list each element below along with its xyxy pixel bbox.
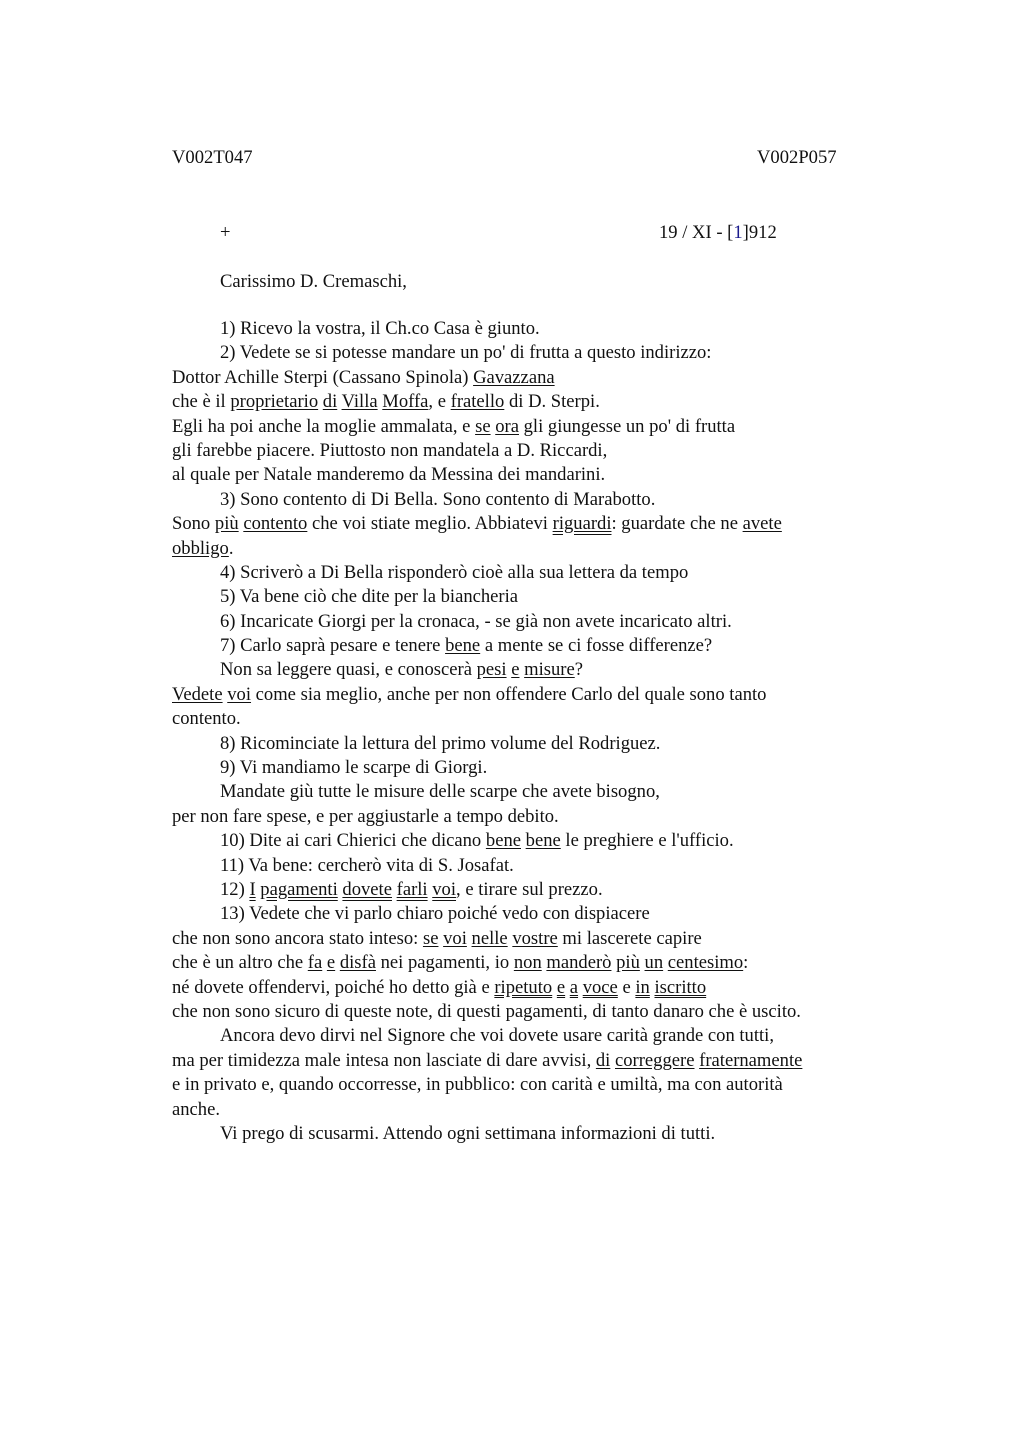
- letter-line: [172, 976, 892, 1000]
- underlined-text: pesi: [476, 659, 507, 681]
- letter-line: [172, 1122, 892, 1146]
- letter-line: [172, 756, 892, 780]
- line-text: che è il: [172, 391, 231, 413]
- underlined-text: fratello: [450, 391, 505, 413]
- letter-line: [172, 1024, 892, 1048]
- underlined-text: I: [249, 878, 256, 900]
- line-text: Vi prego di scusarmi. Attendo ogni settimana informazioni di tutti.: [220, 1122, 716, 1144]
- underlined-text: ripetuto: [494, 976, 553, 998]
- letter-line: [172, 634, 892, 658]
- underlined-text: misure: [524, 659, 575, 681]
- letter-body: [172, 317, 892, 1146]
- underlined-text: bene: [525, 830, 561, 852]
- line-text: al quale per Natale manderemo da Messina dei mandarini.: [172, 464, 606, 486]
- underlined-text: di: [595, 1049, 611, 1071]
- underlined-text: non: [513, 952, 542, 974]
- line-text: 7) Carlo saprà pesare e tenere: [220, 635, 446, 657]
- line-text: , e tirare sul prezzo.: [456, 878, 603, 900]
- underlined-text: e: [326, 952, 336, 974]
- line-text: 5) Va bene ciò che dite per la biancheria: [220, 586, 519, 608]
- line-text: mi lascerete capire: [557, 927, 702, 949]
- line-text: 12): [220, 878, 250, 900]
- line-text: né dovete offendervi, poiché ho detto già e: [172, 976, 495, 998]
- underlined-text: fa: [307, 952, 323, 974]
- line-text: Mandate giù tutte le misure delle scarpe che avete bisogno,: [220, 781, 660, 803]
- letter-line: [172, 585, 892, 609]
- underlined-text: Vedete: [172, 683, 223, 705]
- letter-line: [172, 610, 892, 634]
- header-left-code: V002T047: [172, 147, 253, 168]
- underlined-text: voi: [227, 683, 252, 705]
- letter-line: [172, 854, 892, 878]
- underlined-text: Villa: [341, 391, 378, 413]
- line-text: per non fare spese, e per aggiustarle a tempo debito.: [172, 805, 559, 827]
- letter-line: [172, 341, 892, 365]
- underlined-text: riguardi: [552, 513, 612, 535]
- line-text: :: [743, 952, 749, 974]
- line-text: che voi stiate meglio. Abbiatevi: [307, 513, 553, 535]
- underlined-text: bene: [485, 830, 521, 852]
- underlined-text: iscritto: [654, 976, 707, 998]
- underlined-text: bene: [445, 635, 481, 657]
- underlined-text: e: [511, 659, 520, 681]
- letter-line: [172, 439, 892, 463]
- line-text: 4) Scriverò a Di Bella risponderò cioè alla sua lettera da tempo: [220, 561, 689, 583]
- letter-line: [172, 878, 892, 902]
- underlined-text: correggere: [615, 1049, 695, 1071]
- line-text: di D. Sterpi.: [504, 391, 600, 413]
- underlined-text: voce: [582, 976, 618, 998]
- letter-line: [172, 683, 892, 707]
- line-text: 8) Ricominciate la lettura del primo volume del Rodriguez.: [220, 732, 661, 754]
- underlined-text: fraternamente: [699, 1049, 803, 1071]
- line-text: : guardate che ne: [611, 513, 743, 535]
- underlined-text: centesimo: [667, 952, 744, 974]
- line-text: 9) Vi mandiamo le scarpe di Giorgi.: [220, 757, 488, 779]
- line-text: 3) Sono contento di Di Bella. Sono contento di Marabotto.: [220, 488, 656, 510]
- line-text: gli giungesse un po' di frutta: [518, 415, 736, 437]
- line-text: Non sa leggere quasi, e conoscerà: [220, 659, 477, 681]
- line-text: le preghiere e l'ufficio.: [560, 830, 734, 852]
- underlined-text: ora: [495, 415, 519, 437]
- underlined-text: se: [422, 927, 439, 949]
- cross-mark: +: [220, 222, 231, 243]
- line-text: e in privato e, quando occorresse, in pubblico: con carità e umiltà, ma con autorità: [172, 1074, 783, 1096]
- underlined-text: farli: [396, 878, 428, 900]
- underlined-text: più: [214, 513, 239, 535]
- letter-line: [172, 707, 892, 731]
- line-text: 13) Vedete che vi parlo chiaro poiché vedo con dispiacere: [220, 903, 650, 925]
- line-text: 10) Dite ai cari Chierici che dicano: [220, 830, 486, 852]
- line-text: , e: [428, 391, 451, 413]
- line-text: a mente se ci fosse differenze?: [480, 635, 713, 657]
- line-text: 2) Vedete se si potesse mandare un po' di frutta a questo indirizzo:: [220, 342, 712, 364]
- underlined-text: dovete: [342, 878, 392, 900]
- line-text: nei pagamenti, io: [375, 952, 514, 974]
- letter-line: [172, 463, 892, 487]
- line-text: 11) Va bene: cercherò vita di S. Josafat.: [220, 854, 514, 876]
- underlined-text: obbligo: [172, 537, 229, 559]
- underlined-text: avete: [742, 513, 782, 535]
- line-text: gli farebbe piacere. Piuttosto non mandatela a D. Riccardi,: [172, 439, 608, 461]
- underlined-text: Moffa: [382, 391, 429, 413]
- letter-line: [172, 1049, 892, 1073]
- date-prefix: 19 / XI - [: [659, 222, 734, 243]
- line-text: Dottor Achille Sterpi (Cassano Spinola): [172, 366, 474, 388]
- letter-line: [172, 488, 892, 512]
- line-text: ?: [574, 659, 583, 681]
- underlined-text: disfà: [339, 952, 376, 974]
- underlined-text: e: [556, 976, 566, 998]
- line-text: Sono: [172, 513, 215, 535]
- letter-line: [172, 732, 892, 756]
- line-text: Egli ha poi anche la moglie ammalata, e: [172, 415, 476, 437]
- line-text: Ancora devo dirvi nel Signore che voi dovete usare carità grande con tutti,: [220, 1025, 774, 1047]
- underlined-text: manderò: [546, 952, 612, 974]
- letter-line: [172, 805, 892, 829]
- letter-line: [172, 415, 892, 439]
- salutation: Carissimo D. Cremaschi,: [220, 271, 407, 292]
- underlined-text: Gavazzana: [473, 366, 555, 388]
- line-text: che non sono ancora stato inteso:: [172, 927, 423, 949]
- line-text: anche.: [172, 1098, 221, 1120]
- letter-line: [172, 658, 892, 682]
- letter-line: [172, 829, 892, 853]
- letter-date: [659, 221, 777, 245]
- letter-line: [172, 366, 892, 390]
- underlined-text: se: [475, 415, 491, 437]
- line-text: 6) Incaricate Giorgi per la cronaca, - se già non avete incaricato altri.: [220, 610, 732, 632]
- line-text: e: [617, 976, 636, 998]
- letter-line: [172, 780, 892, 804]
- date-suffix: ]912: [742, 222, 777, 243]
- underlined-text: a: [569, 976, 579, 998]
- letter-line: [172, 390, 892, 414]
- letter-line: [172, 537, 892, 561]
- underlined-text: voi: [443, 927, 467, 949]
- letter-line: [172, 951, 892, 975]
- underlined-text: proprietario: [230, 391, 319, 413]
- line-text: .: [228, 537, 234, 559]
- date-bracket-digit: 1: [733, 222, 743, 243]
- line-text: che non sono sicuro di queste note, di questi pagamenti, di tanto danaro che è uscito.: [172, 1000, 801, 1022]
- underlined-text: pagamenti: [260, 878, 338, 900]
- underlined-text: contento: [243, 513, 308, 535]
- line-text: contento.: [172, 708, 241, 730]
- underlined-text: voi: [432, 878, 457, 900]
- letter-line: [172, 512, 892, 536]
- line-text: ma per timidezza male intesa non lasciate di dare avvisi,: [172, 1049, 596, 1071]
- letter-line: [172, 902, 892, 926]
- underlined-text: nelle: [471, 927, 508, 949]
- underlined-text: un: [644, 952, 664, 974]
- letter-line: [172, 561, 892, 585]
- line-text: come sia meglio, anche per non offendere Carlo del quale sono tanto: [251, 683, 767, 705]
- underlined-text: in: [635, 976, 650, 998]
- letter-line: [172, 317, 892, 341]
- underlined-text: più: [616, 952, 640, 974]
- letter-line: [172, 1073, 892, 1097]
- header-right-code: V002P057: [757, 147, 837, 168]
- line-text: che è un altro che: [172, 952, 308, 974]
- letter-line: [172, 1000, 892, 1024]
- underlined-text: di: [322, 391, 338, 413]
- underlined-text: vostre: [512, 927, 558, 949]
- letter-line: [172, 1098, 892, 1122]
- line-text: 1) Ricevo la vostra, il Ch.co Casa è giunto.: [220, 318, 540, 339]
- letter-line: [172, 927, 892, 951]
